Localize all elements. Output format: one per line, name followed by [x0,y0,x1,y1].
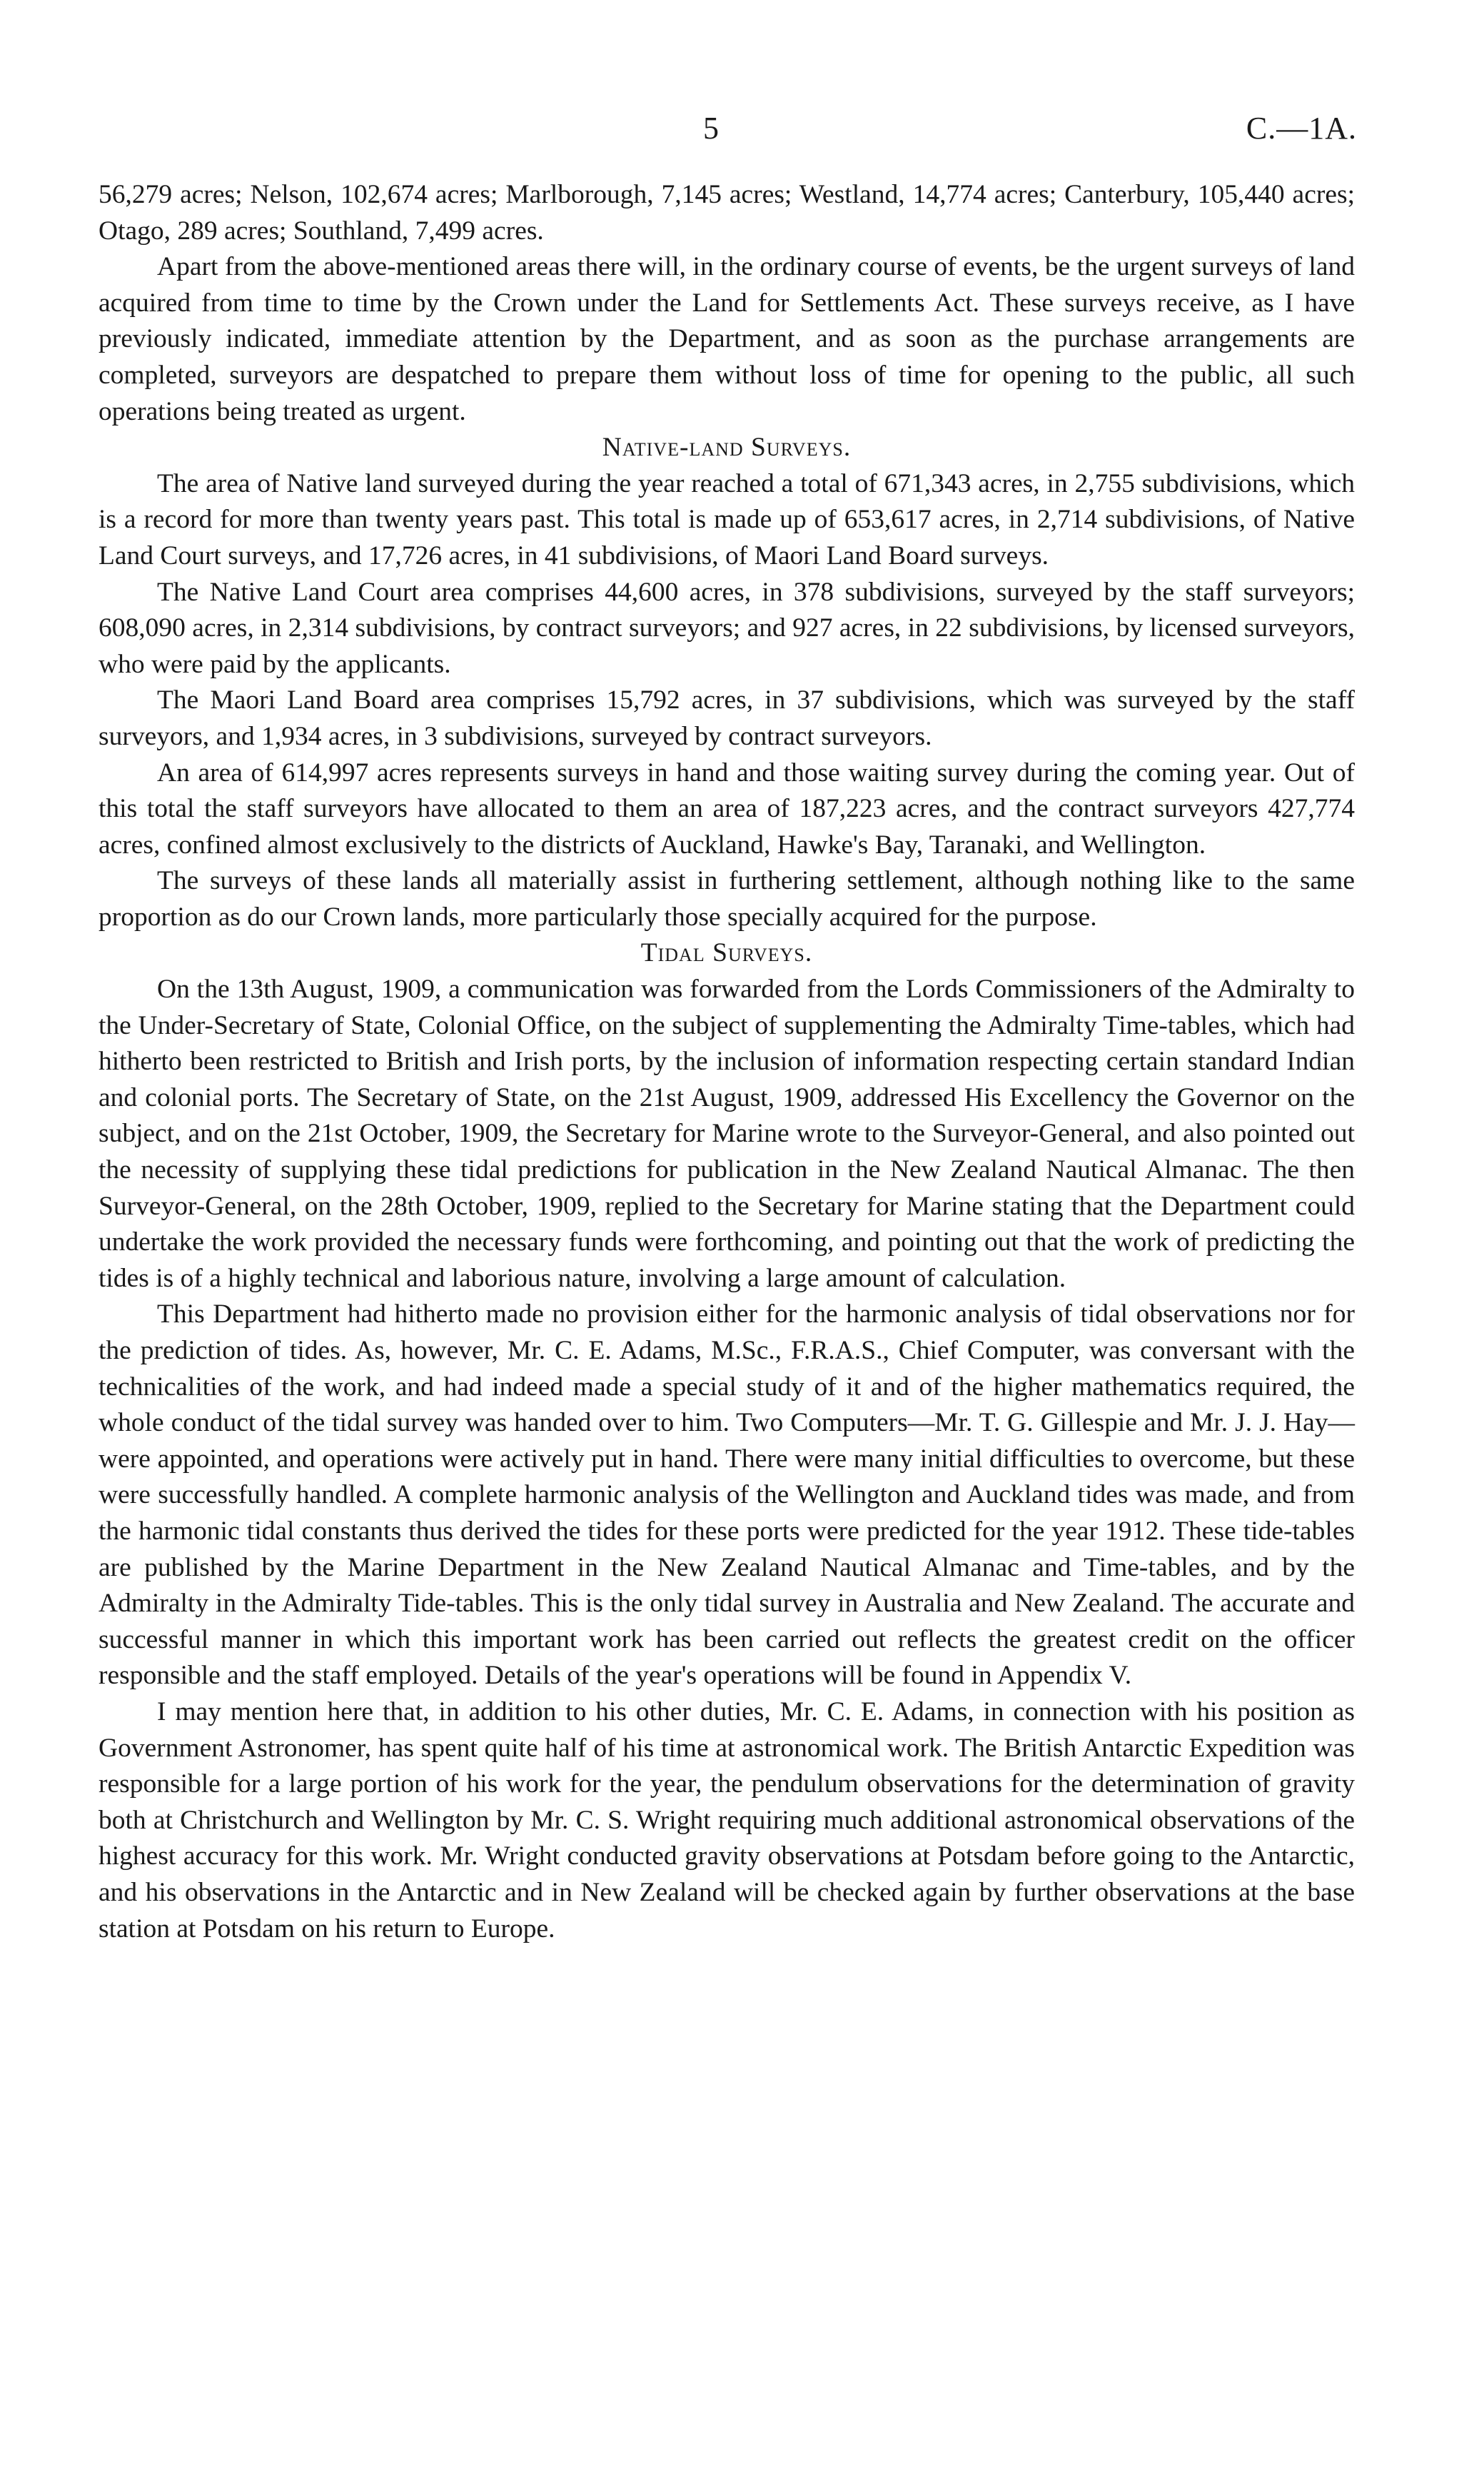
paragraph-admiralty-communication: On the 13th August, 1909, a communication was forwarded from the Lords Commissioners of the Admiralty to the Under-Secretary of State, Colonial Office, on the subject of supplementing the Admiralty Time-tables, which had hitherto been restricted to British and Irish ports, by the inclusion of information respecting certain standard Indian and colonial ports. The Secretary of State, on the 21st August, 1909, addressed His Excellency the Governor on the subject, and on the 21st October, 1909, the Secretary for Marine wrote to the Surveyor-General, and also pointed out the necessity of supplying these tidal predictions for publication in the New Zealand Nautical Almanac. The then Surveyor-General, on the 28th October, 1909, replied to the Secretary for Marine stating that the Department could undertake the work provided the necessary funds were forthcoming, and pointing out that the work of predicting the tides is of a highly technical and laborious nature, involving a large amount of calculation. [99,975,1355,1293]
paragraph-urgent-surveys: Apart from the above-mentioned areas there will, in the ordinary course of events, be the urgent surveys of land acquired from time to time by the Crown under the Land for Settlements Act. These surveys receive, as I have previously indicated, immediate attention by the Department, and as soon as the purchase arrangements are completed, surveyors are despatched to prepare them without loss of time for opening to the public, all such operations being treated as urgent. [99,252,1355,426]
paragraph-astronomical-work: I may mention here that, in addition to his other duties, Mr. C. E. Adams, in connection with his position as Government Astronomer, has spent quite half of his time at astronomical work. The British Antarctic Expedition was responsible for a large portion of his work for the year, the pendulum observations for the determination of gravity both at Christchurch and Wellington by Mr. C. S. Wright requiring much additional astronomical observations of the highest accuracy for this work. Mr. Wright conducted gravity observations at Potsdam before going to the Antarctic, and his observations in the Antarctic and in New Zealand will be checked again by further observations at the base station at Potsdam on his return to Europe. [99,1696,1355,1944]
paragraph-settlement: The surveys of these lands all materially assist in furthering settlement, although nothing like to the same proportion as do our Crown lands, more particularly those specially acquired for the purpose. [99,866,1355,932]
paragraph-maori-land-board-area: The Maori Land Board area comprises 15,792 acres, in 37 subdivisions, which was surveyed by the staff surveyors, and 1,934 acres, in 3 subdivisions, surveyed by contract surveyors. [99,685,1355,751]
section-heading-native-land-surveys: Native-land Surveys. [602,433,852,463]
page-header [0,107,1484,157]
page-number: 5 [703,111,719,146]
section-heading-tidal-surveys: Tidal Surveys. [640,938,813,968]
paragraph-native-land-total: The area of Native land surveyed during the year reached a total of 671,343 acres, in 2,755 subdivisions, which is a record for more than twenty years past. This total is made up of 653,617 acres, in 2,714 subdivisions, of Native Land Court surveys, and 17,726 acres, in 41 subdivisions, of Maori Land Board surveys. [99,468,1355,570]
paragraph-native-land-court-area: The Native Land Court area comprises 44,600 acres, in 378 subdivisions, surveyed by the staff surveyors; 608,090 acres, in 2,314 subdivisions, by contract surveyors; and 927 acres, in 22 subdivisions, by licensed surveyors, who were paid by the applicants. [99,577,1355,679]
document-reference: C.—1A. [1246,111,1357,146]
body-text [99,177,1355,1947]
paragraph-harmonic-analysis: This Department had hitherto made no provision either for the harmonic analysis of tidal observations nor for the prediction of tides. As, however, Mr. C. E. Adams, M.Sc., F.R.A.S., Chief Computer, was conversant with the technicalities of the work, and had indeed made a special study of it and of the higher mathematics required, the whole conduct of the tidal survey was handed over to him. Two Computers—Mr. T. G. Gillespie and Mr. J. J. Hay—were appointed, and operations were actively put in hand. There were many initial difficulties to overcome, but these were successfully handled. A complete harmonic analysis of the Wellington and Auckland tides was made, and from the harmonic tidal constants thus derived the tides for these ports were predicted for the year 1912. These tide-tables are published by the Marine Department in the New Zealand Nautical Almanac and Time-tables, and by the Admiralty in the Admiralty Tide-tables. This is the only tidal survey in Australia and New Zealand. The accurate and successful manner in which this important work has been carried out reflects the greatest credit on the officer responsible and the staff employed. Details of the year's operations will be found in Appendix V. [99,1299,1355,1691]
paragraph-surveys-in-hand: An area of 614,997 acres represents surveys in hand and those waiting survey during the coming year. Out of this total the staff surveyors have allocated to them an area of 187,223 acres, and the contract surveyors 427,774 acres, confined almost exclusively to the districts of Auckland, Hawke's Bay, Taranaki, and Wellington. [99,758,1355,860]
paragraph-continued-acreage: 56,279 acres; Nelson, 102,674 acres; Marlborough, 7,145 acres; Westland, 14,774 acres; Canterbury, 105,440 acres; Otago, 289 acres; Southland, 7,499 acres. [99,180,1355,246]
